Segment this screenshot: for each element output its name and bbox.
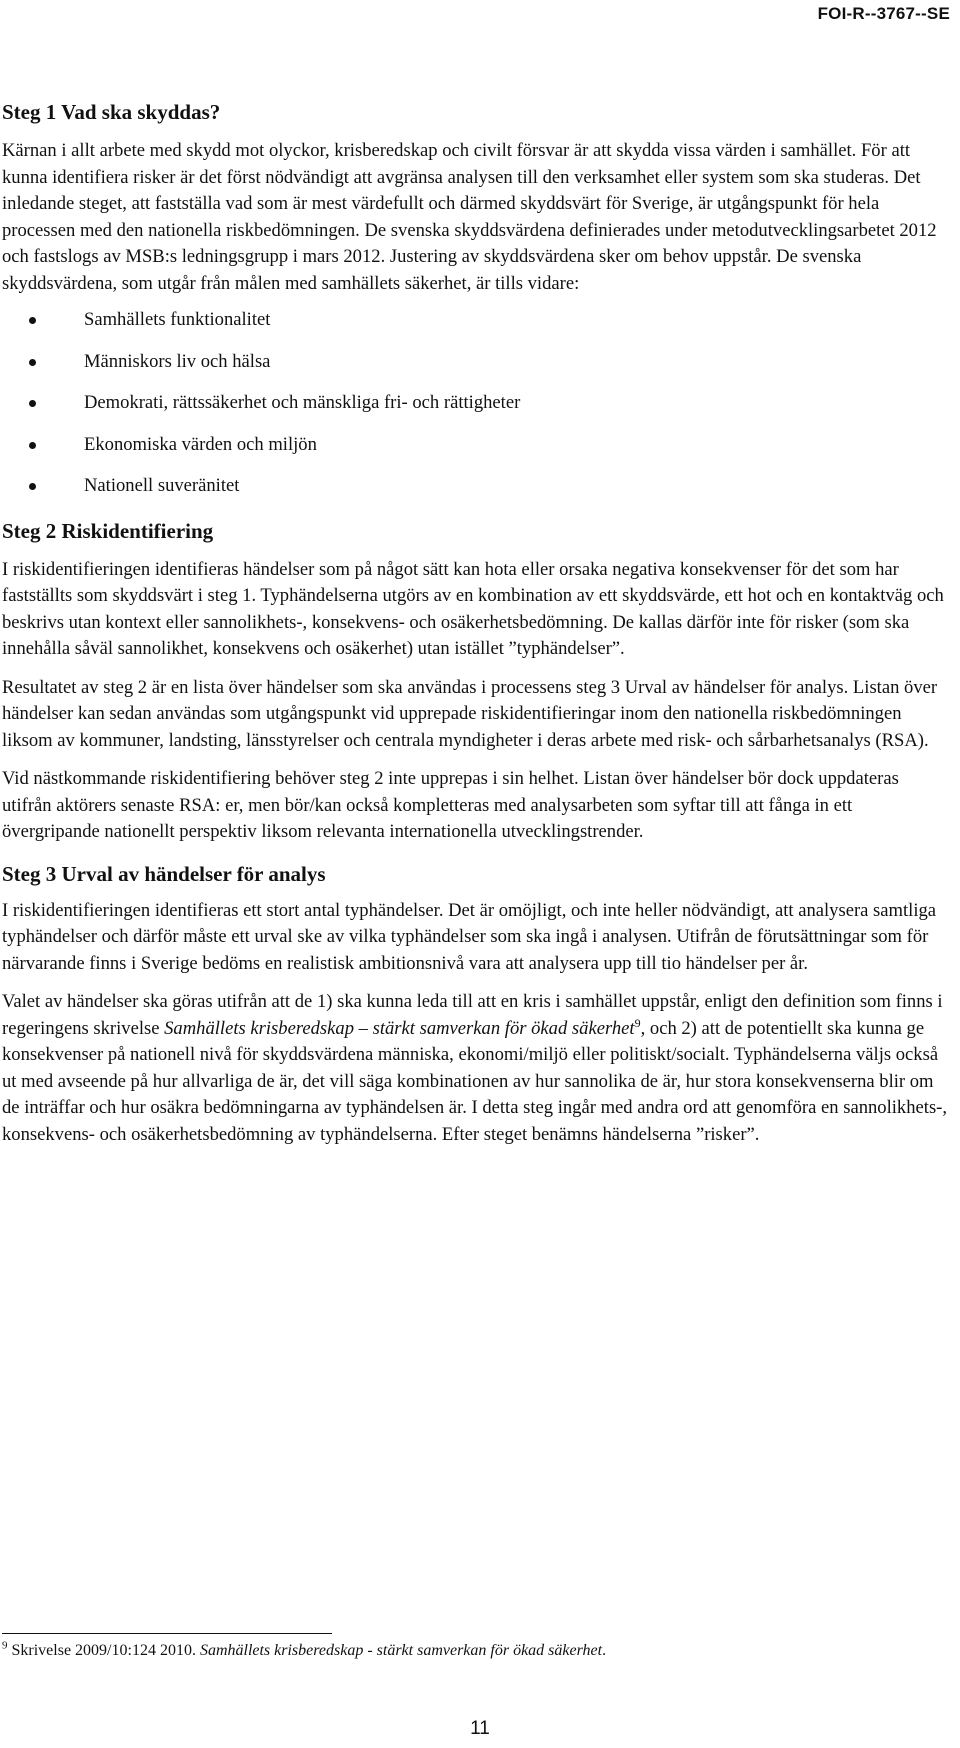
bullet-icon <box>29 400 36 407</box>
list-item <box>2 349 948 391</box>
step3-paragraph-2-end: , och 2) att de potentiellt ska kunna ge konsekvenser på nationell nivå för skyddsvärdena människa, ekonomi/miljö eller politiskt/socialt. Typhändelserna väljs också ut med avseende på hur allvarliga de är, det vill säga kombinationen av hur sannolika de är, hur stora konsekvenserna blir om de inträffar och hur osäkra bedömningarna av typhändelsen är. I detta steg ingår med andra ord att genomföra en sannolikhets-, konsekvens- och osäkerhetsbedömning av typhändelserna. Efter steget benämns händelserna ”risker”. <box>2 1017 948 1145</box>
list-item-text: Ekonomiska värden och miljön <box>84 433 317 455</box>
footnote-italic-title: Samhällets krisberedskap - stärkt samverkan för ökad säkerhet <box>199 1642 603 1659</box>
protection-values-list <box>2 307 948 515</box>
main-content <box>2 98 948 1148</box>
footnote-number: 9 <box>2 1639 8 1652</box>
step3-paragraph-2-start: Valet av händelser ska göras utifrån att de 1) ska kunna leda till att en kris i samhället uppstår, enligt den definition som finns i regeringens skrivelse <box>2 991 943 1039</box>
list-item <box>2 390 948 432</box>
step3-heading: Steg 3 Urval av händelser för analys <box>2 861 326 886</box>
bullet-icon <box>29 317 36 324</box>
bullet-icon <box>29 442 36 449</box>
step3-paragraph-1: I riskidentifieringen identifieras ett stort antal typhändelser. Det är omöjligt, och inte heller nödvändigt, att analysera samtliga typhändelser och därför måste ett urval ske av vilka typhändelser som ska ingå i analysen. Utifrån de förutsättningar som för närvarande finns i Sverige bedöms en realistisk ambitionsnivå vara att analysera upp till tio händelser per år. <box>2 899 937 974</box>
step1-heading: Steg 1 Vad ska skyddas? <box>2 100 221 124</box>
bullet-icon <box>29 359 36 366</box>
document-id: FOI-R--3767--SE <box>817 4 950 23</box>
footnote-end: . <box>602 1642 607 1659</box>
bullet-icon <box>29 483 36 490</box>
step2-paragraph-3: Vid nästkommande riskidentifiering behöver steg 2 inte upprepas i sin helhet. Listan över händelser bör dock uppdateras utifrån aktörers senaste RSA: er, men bör/kan också kompletteras med analysarbeten som syftar till att fånga in ett övergripande nationellt perspektiv liksom relevanta internationella utvecklingstrender. <box>2 768 899 842</box>
footnote-reference[interactable]: 9 <box>634 1015 641 1030</box>
footnote-text: Skrivelse 2009/10:124 2010. <box>7 1642 200 1659</box>
step2-paragraph-2: Resultatet av steg 2 är en lista över händelser som ska användas i processens steg 3 Urval av händelser för analys. Listan över händelser kan sedan användas som utgångspunkt vid upprepade riskidentifieringar inom den nationella riskbedömningen liksom av kommuner, landsting, länsstyrelser och centrala myndigheter i deras arbete med risk- och sårbarhetsanalys (RSA). <box>2 676 938 751</box>
step1-paragraph: Kärnan i allt arbete med skydd mot olyckor, krisberedskap och civilt försvar är att skydda vissa värden i samhället. För att kunna identifiera risker är det först nödvändigt att avgränsa analysen till den verksamhet eller system som ska studeras. Det inledande steget, att fastställa vad som är mest värdefullt och därmed skyddsvärt för Sverige, är utgångspunkt för hela processen med den nationella riskbedömningen. De svenska skyddsvärdena definierades under metodutvecklingsarbetet 2012 och fastslogs av MSB:s ledningsgrupp i mars 2012. Justering av skyddsvärdena sker om behov uppstår. De svenska skyddsvärdena, som utgår från målen med samhällets säkerhet, är tills vidare: <box>2 140 937 294</box>
list-item <box>2 307 948 349</box>
step2-heading: Steg 2 Riskidentifiering <box>2 518 214 543</box>
cited-document-title: Samhällets krisberedskap – stärkt samverkan för ökad säkerhet <box>164 1017 635 1039</box>
list-item-text: Demokrati, rättssäkerhet och mänskliga fri- och rättigheter <box>84 392 521 413</box>
footnote <box>2 1640 942 1662</box>
list-item <box>2 473 948 515</box>
step2-paragraph-1: I riskidentifieringen identifieras händelser som på något sätt kan hota eller orsaka negativa konsekvenser för det som har fastställts som skyddsvärt i steg 1. Typhändelserna utgörs av en kombination av ett skyddsvärde, ett hot och en kontaktväg och beskrivs utan kontext eller sannolikhets-, konsekvens- och osäkerhetsbedömning. De kallas därför inte för risker (som ska innehålla såväl sannolikhet, konsekvens och osäkerhet) utan istället ”typhändelser”. <box>2 558 944 659</box>
step3-paragraph-2 <box>2 989 948 1148</box>
footnote-divider <box>2 1633 332 1634</box>
list-item-text: Människors liv och hälsa <box>84 350 271 372</box>
page-number: 11 <box>470 1718 490 1739</box>
list-item-text: Samhällets funktionalitet <box>84 309 271 330</box>
list-item <box>2 432 948 474</box>
list-item-text: Nationell suveränitet <box>84 475 240 496</box>
